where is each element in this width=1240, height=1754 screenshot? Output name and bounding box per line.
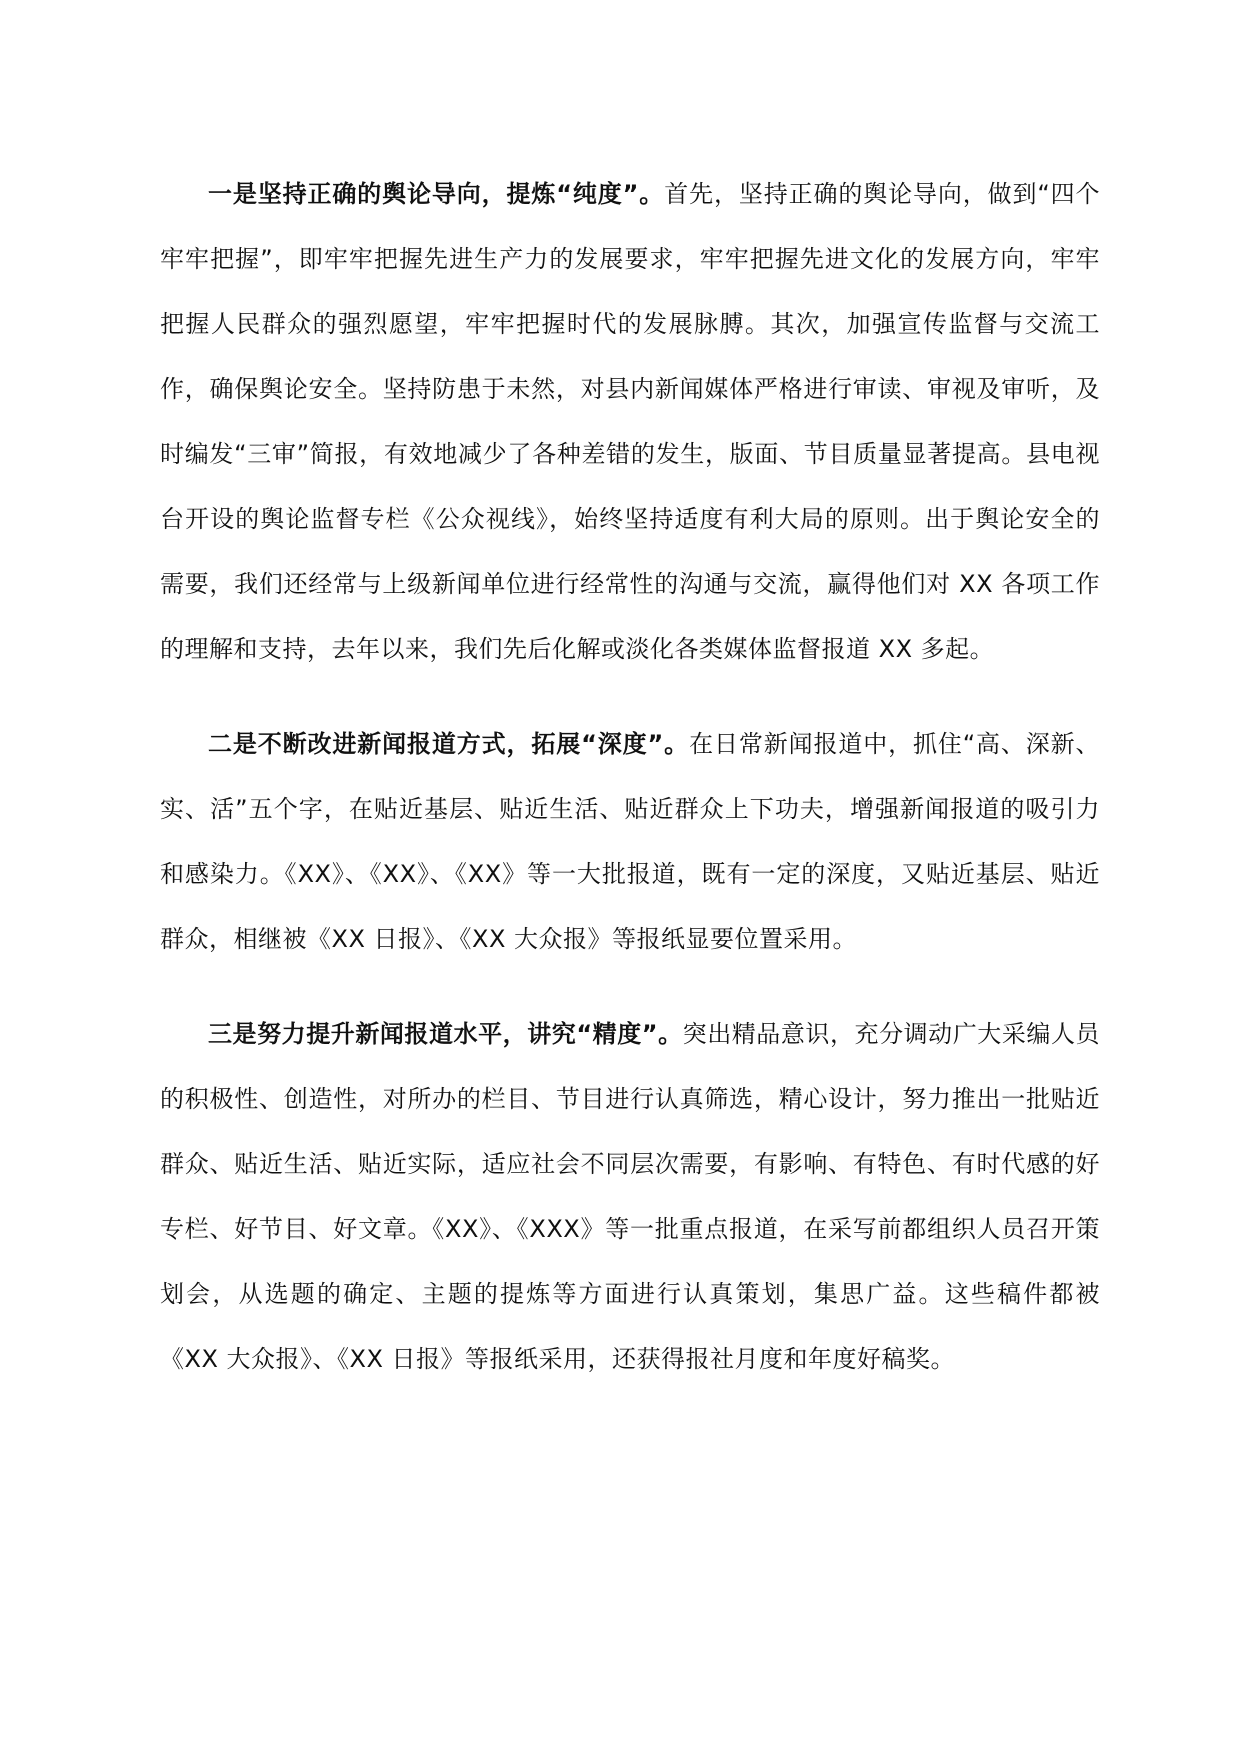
paragraph-text: 首先，坚持正确的舆论导向，做到“四个牢牢把握”，即牢牢把握先进生产力的发展要求，牢牢把握先进文化的发展方向，牢牢把握人民群众的强烈愿望，牢牢把握时代的发展脉膊。其次，加强宣传监督与交流工作，确保舆论安全。坚持防患于未然，对县内新闻媒体严格进行审读、审视及审听，及时编发“三审”简报，有效地减少了各种差错的发生，版面、节目质量显著提高。县电视台开设的舆论监督专栏《公众视线》，始终坚持适度有利大局的原则。出于舆论安全的需要，我们还经常与上级新闻单位进行经常性的沟通与交流，赢得他们对 XX 各项工作的理解和支持，去年以来，我们先后化解或淡化各类媒体监督报道 XX 多起。 bbox=[160, 180, 1101, 663]
paragraph-text: 突出精品意识，充分调动广大采编人员的积极性、创造性，对所办的栏目、节目进行认真筛选，精心设计，努力推出一批贴近群众、贴近生活、贴近实际，适应社会不同层次需要，有影响、有特色、有时代感的好专栏、好节目、好文章。《XX》、《XXX》等一批重点报道，在采写前都组织人员召开策划会，从选题的确定、主题的提炼等方面进行认真策划，集思广益。这些稿件都被《XX 大众报》、《XX 日报》等报纸采用，还获得报社月度和年度好稿奖。 bbox=[160, 1020, 1101, 1373]
document-body bbox=[160, 162, 1100, 1422]
paragraph-heading: 三是努力提升新闻报道水平，讲究“精度”。 bbox=[208, 1020, 683, 1048]
paragraph-depth bbox=[160, 712, 1100, 972]
paragraph-purity bbox=[160, 162, 1100, 682]
paragraph-heading: 一是坚持正确的舆论导向，提炼“纯度”。 bbox=[208, 180, 665, 208]
paragraph-heading: 二是不断改进新闻报道方式，拓展“深度”。 bbox=[208, 730, 690, 758]
paragraph-text: 在日常新闻报道中，抓住“高、深新、实、活”五个字，在贴近基层、贴近生活、贴近群众上下功夫，增强新闻报道的吸引力和感染力。《XX》、《XX》、《XX》等一大批报道，既有一定的深度，又贴近基层、贴近群众，相继被《XX 日报》、《XX 大众报》等报纸显要位置采用。 bbox=[160, 730, 1101, 953]
paragraph-precision bbox=[160, 1002, 1100, 1392]
